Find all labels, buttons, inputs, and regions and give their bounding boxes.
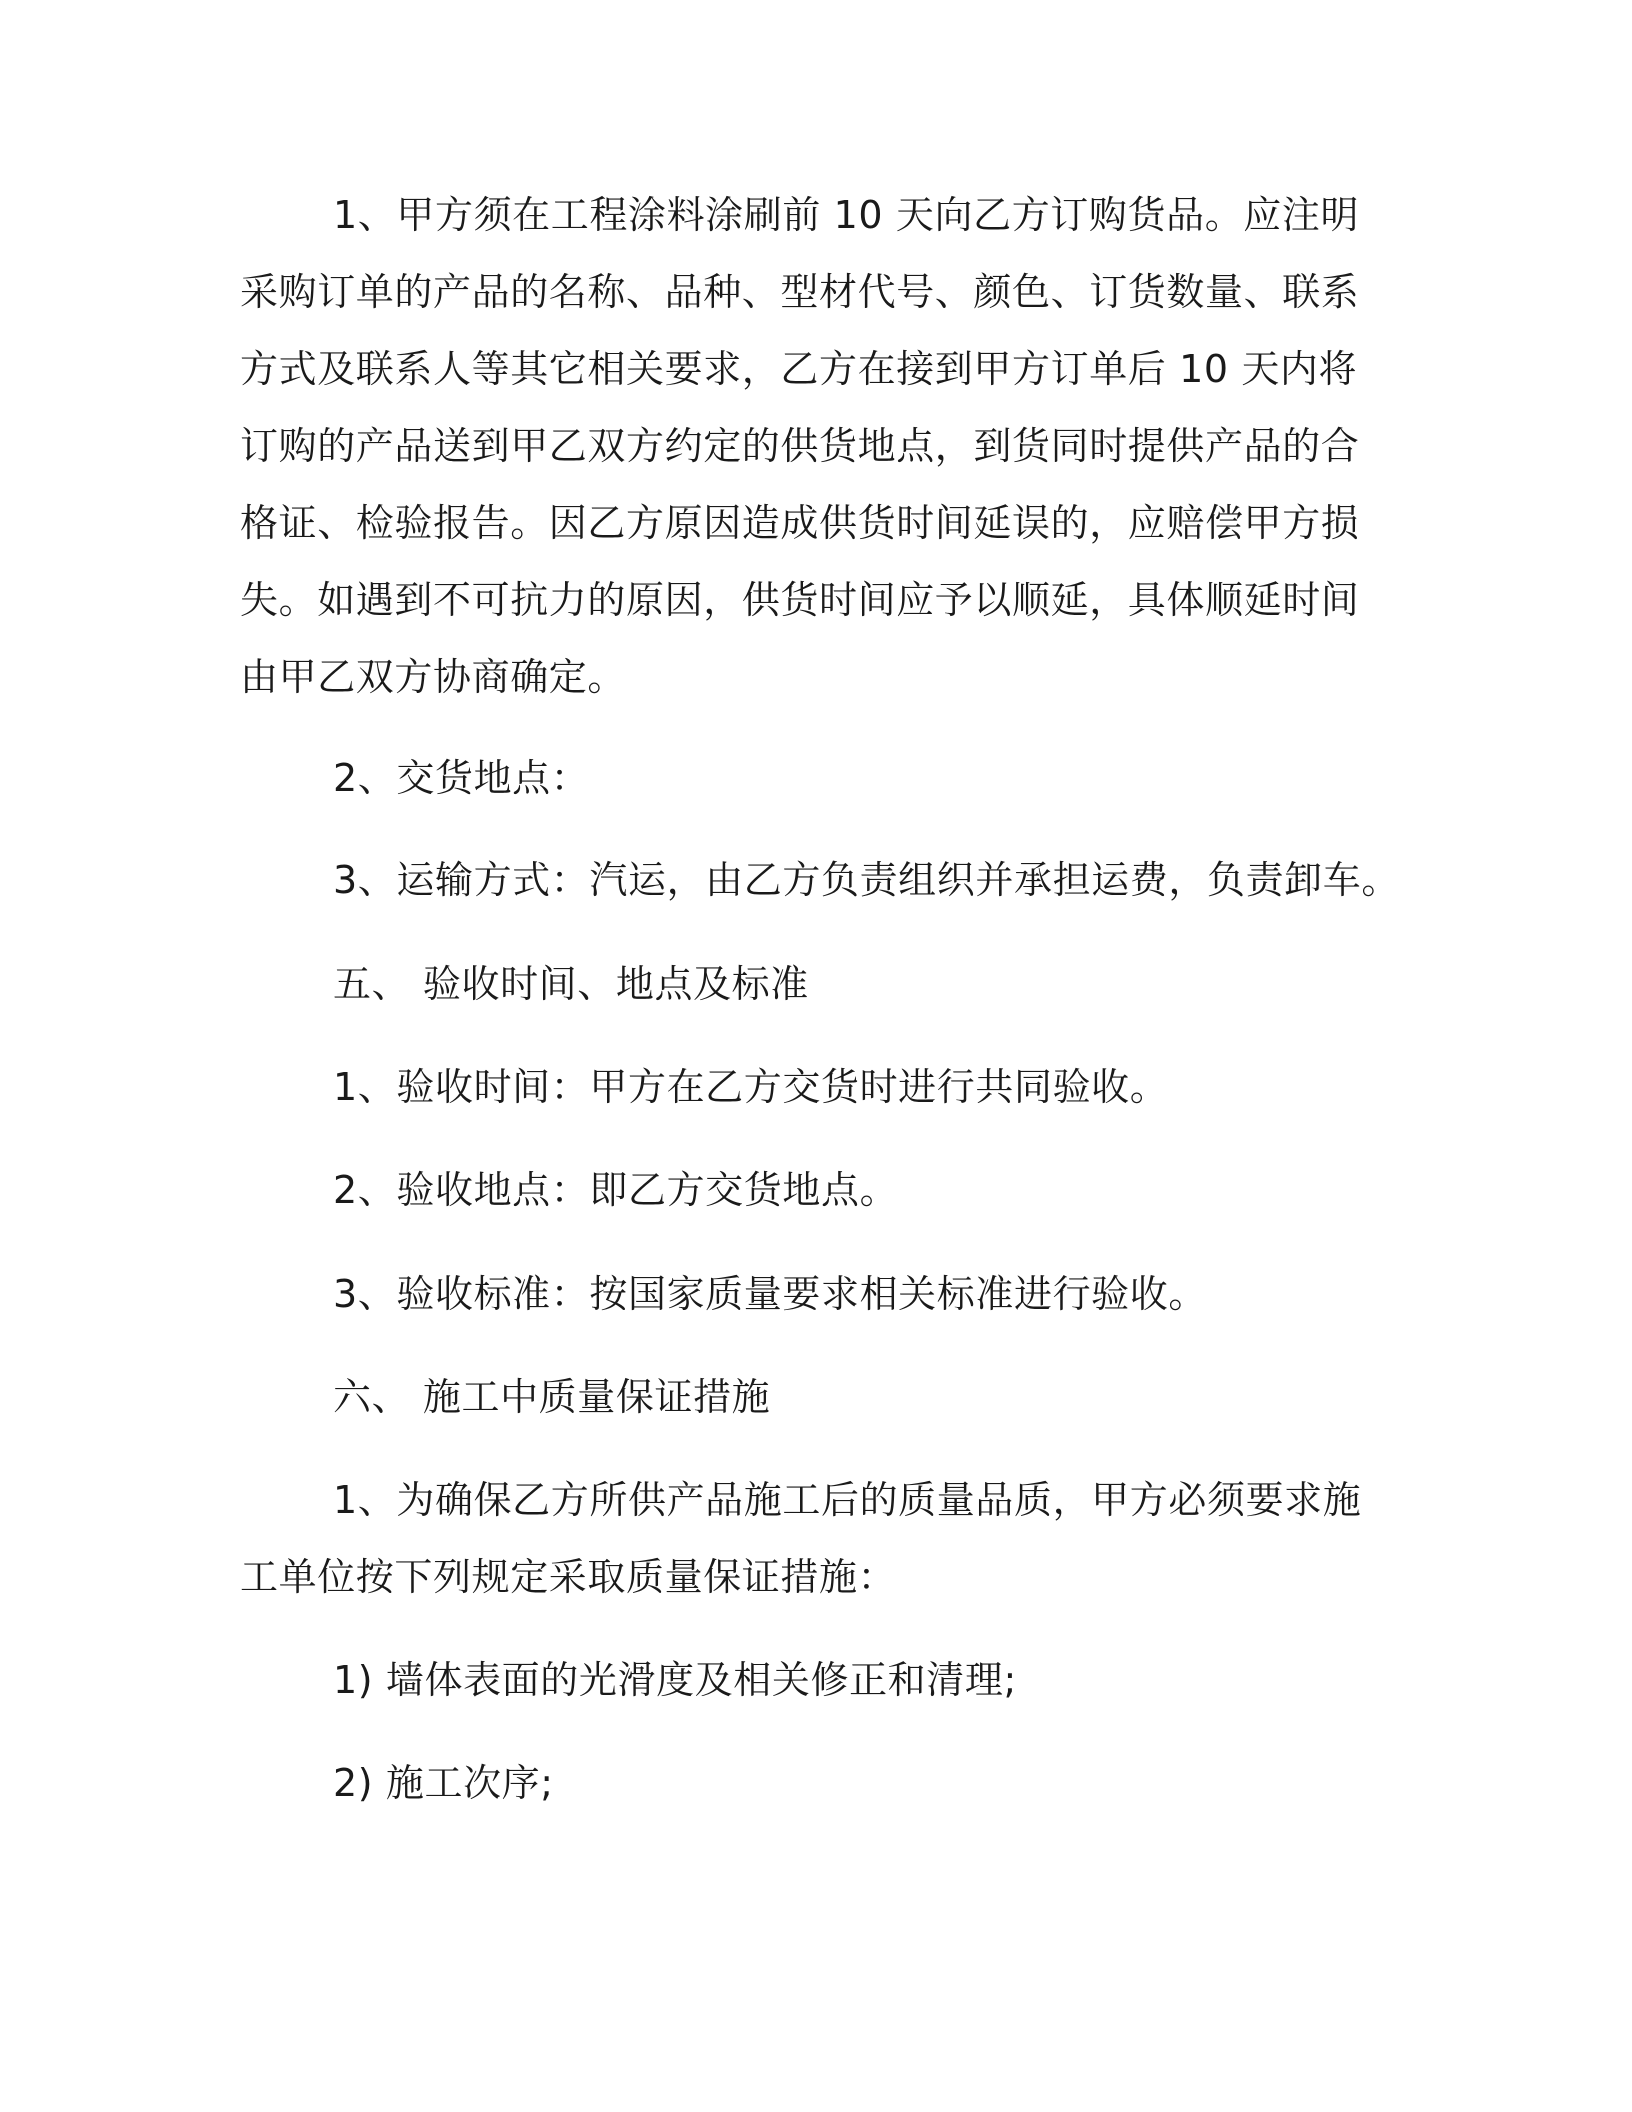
paragraph-ordering-terms: 1、甲方须在工程涂料涂刷前 10 天向乙方订购货品。应注明采购订单的产品的名称、品种、型材代号、颜色、订货数量、联系方式及联系人等其它相关要求，乙方在接到甲方订单后 10 天内将订购的产品送到甲乙双方约定的供货地点，到货同时提供产品的合格证、检验报告。因乙方原因造成供货时间延误的，应赔偿甲方损失。如遇到不可抗力的原因，供货时间应予以顺延，具体顺延时间由甲乙双方协商确定。 [240, 193, 1360, 699]
paragraph-acceptance-standard: 3、验收标准：按国家质量要求相关标准进行验收。 [333, 1272, 1207, 1316]
paragraph-acceptance-location: 2、验收地点：即乙方交货地点。 [333, 1168, 899, 1212]
list-item-construction-order: 2) 施工次序; [333, 1761, 554, 1805]
section-heading-acceptance: 五、 验收时间、地点及标准 [333, 962, 809, 1006]
paragraph-acceptance-time: 1、验收时间：甲方在乙方交货时进行共同验收。 [333, 1065, 1169, 1109]
paragraph-transport-method: 3、运输方式：汽运，由乙方负责组织并承担运费，负责卸车。 [333, 858, 1400, 902]
list-item-wall-surface: 1) 墙体表面的光滑度及相关修正和清理; [333, 1658, 1017, 1702]
section-heading-quality-measures: 六、 施工中质量保证措施 [333, 1375, 771, 1419]
paragraph-quality-requirements: 1、为确保乙方所供产品施工后的质量品质，甲方必须要求施工单位按下列规定采取质量保证措施： [240, 1478, 1362, 1599]
paragraph-delivery-location: 2、交货地点： [333, 756, 590, 800]
